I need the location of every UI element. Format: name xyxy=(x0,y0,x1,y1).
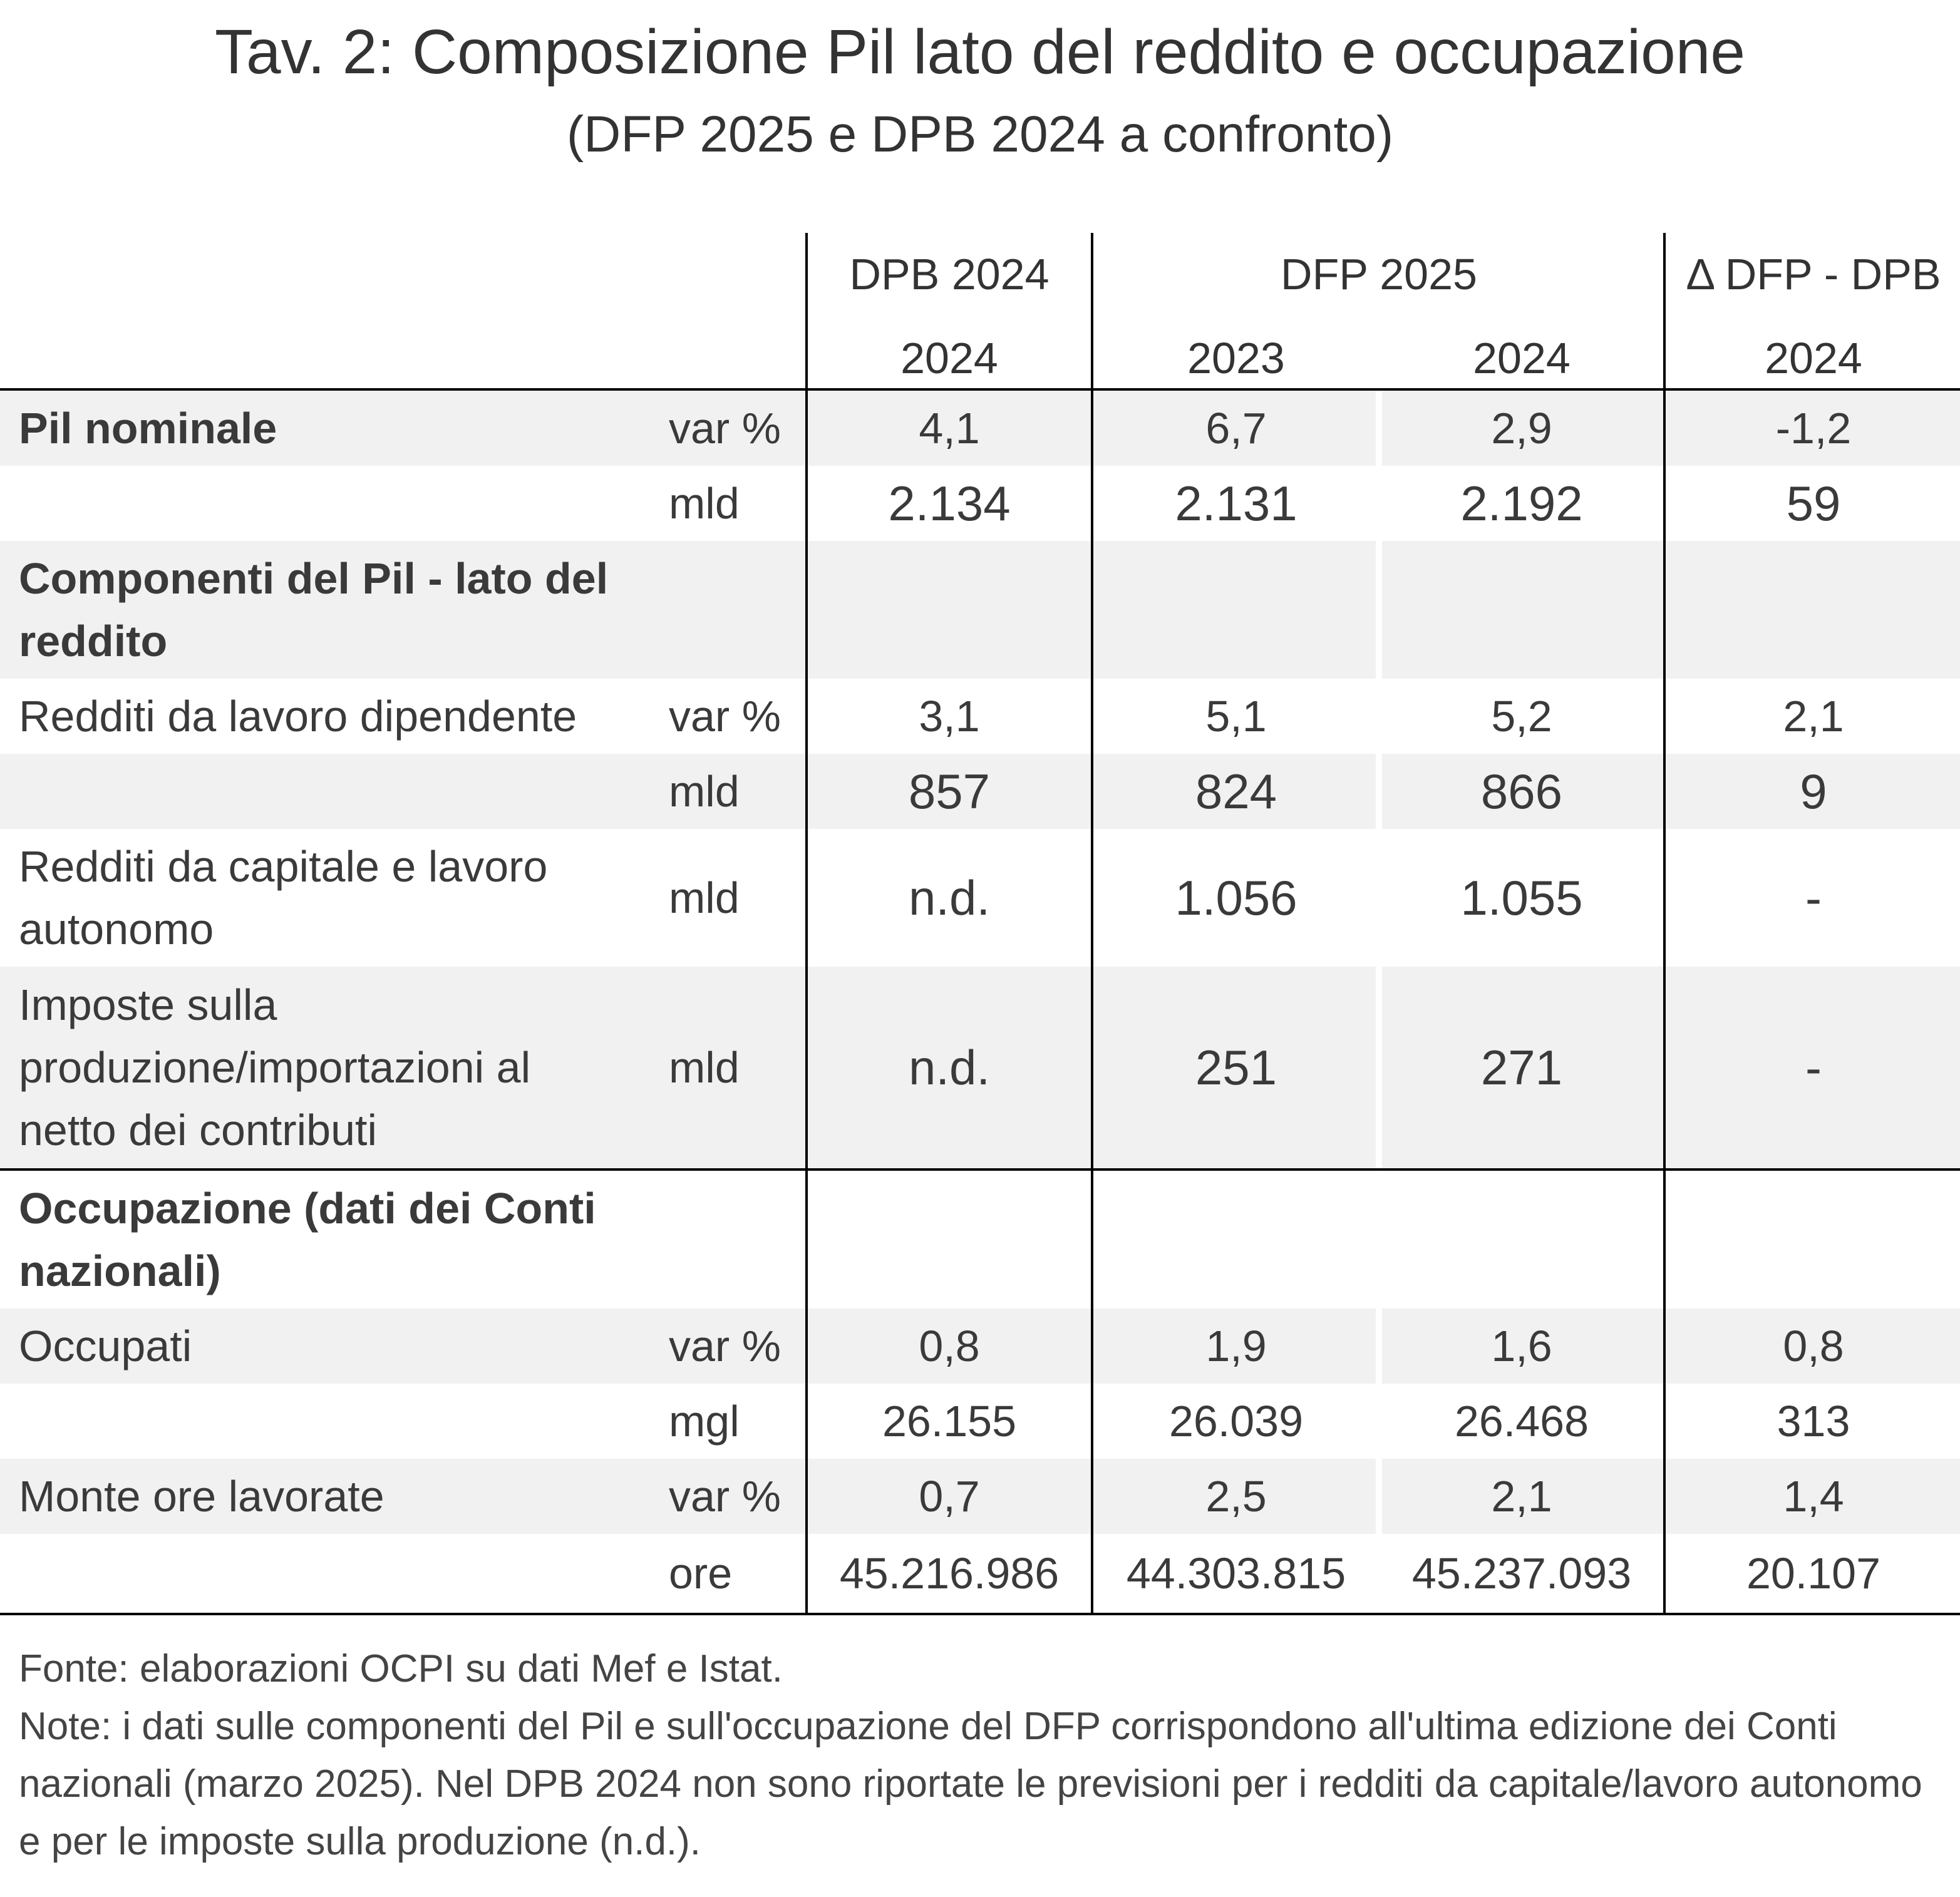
table-cell-v2: 1,9 xyxy=(1205,1322,1267,1370)
row-unit: mld xyxy=(669,767,740,816)
table-cell-v4: 313 xyxy=(1777,1397,1850,1446)
row-label xyxy=(19,754,639,829)
table-cell-v3 xyxy=(1379,1171,1664,1308)
header-year-dfp2024: 2024 xyxy=(1473,334,1571,383)
table-cell-v1 xyxy=(808,541,1091,679)
table-row xyxy=(0,754,1960,829)
table-cell-v3: 866 xyxy=(1480,764,1563,819)
header-rule xyxy=(0,388,1960,391)
cell-separator xyxy=(1376,1459,1382,1534)
table-cell-v1: 0,7 xyxy=(919,1472,980,1521)
row-label: Redditi da capitale e lavoro autonomo xyxy=(19,842,548,954)
row-label xyxy=(19,1534,639,1613)
table-row xyxy=(0,829,1960,967)
cell-separator xyxy=(1376,541,1382,679)
table-cell-v4: - xyxy=(1805,1040,1822,1095)
table-title: Tav. 2: Composizione Pil lato del reddito e occupazione xyxy=(215,17,1745,87)
row-unit: mld xyxy=(669,1043,740,1092)
table-row xyxy=(0,679,1960,754)
table-cell-v4: 2,1 xyxy=(1783,692,1844,741)
table-cell-v3: 2,1 xyxy=(1491,1472,1552,1521)
row-unit: ore xyxy=(669,1549,733,1598)
header-group-delta: Δ DFP - DPB xyxy=(1686,250,1941,299)
table-row xyxy=(0,1459,1960,1534)
column-rule-1 xyxy=(805,233,808,1615)
table-cell-v2: 1.056 xyxy=(1175,870,1297,925)
row-unit: mld xyxy=(669,873,740,922)
table-footer xyxy=(19,1640,1947,1871)
header-group-dfp2025: DFP 2025 xyxy=(1281,250,1477,299)
table-row xyxy=(0,1384,1960,1459)
bottom-rule xyxy=(0,1613,1960,1615)
table-cell-v1 xyxy=(808,1171,1091,1308)
row-label: Occupati xyxy=(19,1322,192,1370)
table-cell-v2: 251 xyxy=(1195,1040,1277,1095)
row-label: Redditi da lavoro dipendente xyxy=(19,692,577,741)
cell-separator xyxy=(1376,754,1382,829)
row-unit: var % xyxy=(669,1322,781,1370)
table-cell-v3: 1,6 xyxy=(1491,1322,1552,1370)
table-cell-v1: 4,1 xyxy=(919,404,980,453)
section-rule xyxy=(0,1168,1960,1171)
row-label: Pil nominale xyxy=(19,404,277,453)
table-subtitle: (DFP 2025 e DPB 2024 a confronto) xyxy=(566,106,1394,163)
table-cell-v1: 2.134 xyxy=(888,476,1011,531)
row-unit: mld xyxy=(669,479,740,528)
row-label: Imposte sulla produzione/importazioni al netto dei contributi xyxy=(19,980,531,1154)
table-cell-v4: 20.107 xyxy=(1746,1549,1881,1598)
cell-separator xyxy=(1376,967,1382,1168)
row-unit: var % xyxy=(669,404,781,453)
footnote: Note: i dati sulle componenti del Pil e sull'occupazione del DFP corrispondono all'ultima edizione dei Conti nazionali (marzo 2025). Nel DPB 2024 non sono riportate le previsioni per i redditi da capitale/lavoro autonomo e per le imposte sulla produzione (n.d.). xyxy=(19,1705,1922,1863)
header-year-delta: 2024 xyxy=(1765,334,1862,383)
table-row xyxy=(0,1308,1960,1384)
table-cell-v2: 26.039 xyxy=(1168,1397,1304,1446)
row-unit: var % xyxy=(669,692,781,741)
table-cell-v2: 6,7 xyxy=(1205,404,1267,453)
table-row xyxy=(0,1171,1960,1308)
table-cell-v4: 9 xyxy=(1800,764,1827,819)
data-table xyxy=(0,233,1960,1617)
table-cell-v3: 26.468 xyxy=(1454,1397,1589,1446)
table-cell-v4: 0,8 xyxy=(1783,1322,1844,1370)
row-unit: var % xyxy=(669,1472,781,1521)
column-rule-2 xyxy=(1091,233,1093,1615)
row-label: Occupazione (dati dei Conti nazionali) xyxy=(19,1184,596,1295)
table-cell-v2: 824 xyxy=(1195,764,1277,819)
table-cell-v4: -1,2 xyxy=(1775,404,1852,453)
table-cell-v2: 5,1 xyxy=(1205,692,1267,741)
column-rule-3 xyxy=(1663,233,1666,1615)
cell-separator xyxy=(1376,391,1382,466)
row-unit xyxy=(669,1171,800,1308)
table-row xyxy=(0,1534,1960,1613)
table-cell-v1: 3,1 xyxy=(919,692,980,741)
header-year-dpb2024: 2024 xyxy=(900,334,998,383)
row-unit: mgl xyxy=(669,1397,740,1446)
row-label xyxy=(19,466,639,541)
table-cell-v3: 1.055 xyxy=(1460,870,1583,925)
table-cell-v3: 5,2 xyxy=(1491,692,1552,741)
table-cell-v1: 857 xyxy=(908,764,991,819)
table-cell-v2 xyxy=(1093,541,1379,679)
table-row xyxy=(0,391,1960,466)
table-cell-v3: 271 xyxy=(1480,1040,1563,1095)
table-cell-v2: 44.303.815 xyxy=(1126,1549,1346,1598)
cell-separator xyxy=(1376,1308,1382,1384)
table-cell-v1: 26.155 xyxy=(882,1397,1017,1446)
header-year-dfp2023: 2023 xyxy=(1187,334,1285,383)
row-label xyxy=(19,1384,639,1459)
table-cell-v1: 45.216.986 xyxy=(839,1549,1060,1598)
table-cell-v2: 2,5 xyxy=(1205,1472,1267,1521)
table-cell-v4: - xyxy=(1805,870,1822,925)
table-cell-v1: 0,8 xyxy=(919,1322,980,1370)
table-cell-v3: 2.192 xyxy=(1460,476,1583,531)
table-row xyxy=(0,466,1960,541)
table-cell-v3 xyxy=(1379,541,1664,679)
source-note: Fonte: elaborazioni OCPI su dati Mef e Istat. xyxy=(19,1647,783,1690)
table-cell-v2 xyxy=(1093,1171,1379,1308)
table-cell-v4: 59 xyxy=(1786,476,1841,531)
table-cell-v4 xyxy=(1667,1171,1960,1308)
table-row xyxy=(0,967,1960,1168)
table-cell-v4: 1,4 xyxy=(1783,1472,1844,1521)
row-label: Monte ore lavorate xyxy=(19,1472,384,1521)
header-group-dpb2024: DPB 2024 xyxy=(849,250,1050,299)
table-cell-v2: 2.131 xyxy=(1175,476,1297,531)
table-cell-v3: 45.237.093 xyxy=(1411,1549,1632,1598)
table-cell-v4 xyxy=(1667,541,1960,679)
table-cell-v3: 2,9 xyxy=(1491,404,1552,453)
row-label: Componenti del Pil - lato del reddito xyxy=(19,554,609,666)
table-row xyxy=(0,541,1960,679)
table-cell-v1: n.d. xyxy=(908,1040,991,1095)
table-cell-v1: n.d. xyxy=(908,870,991,925)
row-unit xyxy=(669,541,800,679)
